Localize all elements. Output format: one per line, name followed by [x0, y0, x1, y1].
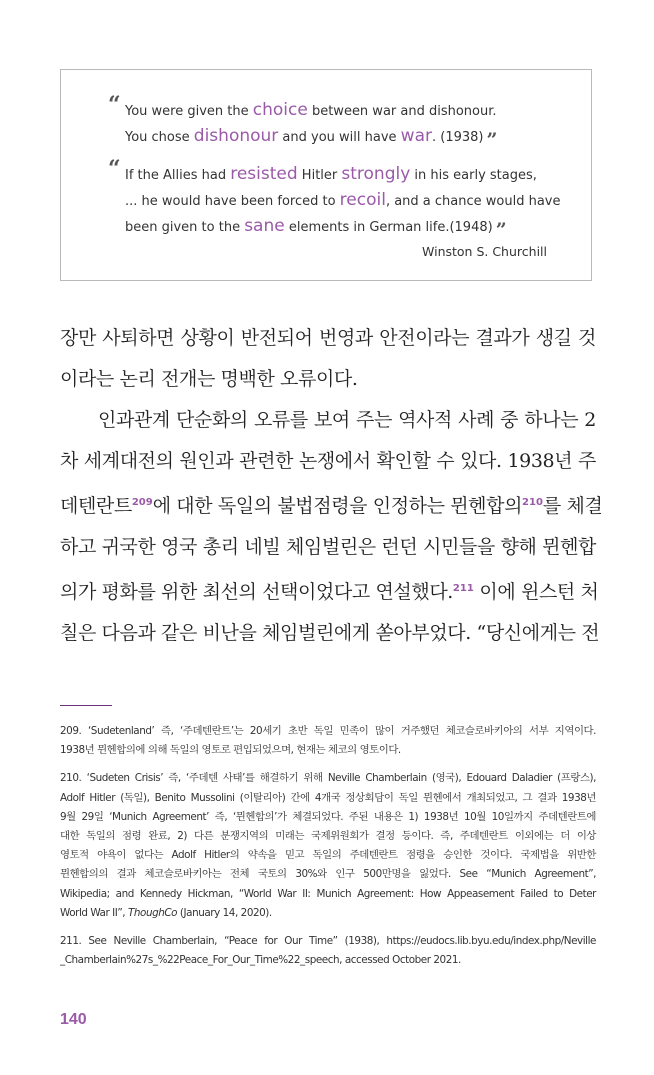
footnote-line: 210. ‘Sudeten Crisis’ 즉, ‘주데텐 사태’를 해결하기 위해 Neville Chamberlain (영국), Edouard Daladier (프랑스),	[60, 772, 596, 785]
quote-line: been given to the sane elements in German life.(1948) ”	[125, 216, 507, 241]
footnote-line: 9월 29일 ‘Munich Agreement’ 즉, ‘뮌헨합의’가 체결되었다. 주된 내용은 1) 1938년 10월 10일까지 주데텐란트에	[60, 810, 596, 823]
footnotes	[60, 722, 596, 979]
open-quote-mark: “	[108, 92, 121, 118]
footnote-line: 영토적 야욕이 없다는 Adolf Hitler의 약속을 믿고 독일의 주데텐란트 점령을 승인한 것이다. 국제법을 위반한	[60, 849, 596, 862]
footnote-line: World War II”, ThoughCo (January 14, 2020).	[60, 906, 272, 919]
body-line: 의가 평화를 위한 최선의 선택이었다고 연설했다.$^{211}$ 이에 윈스턴 처	[60, 581, 599, 603]
body-line: 칠은 다음과 같은 비난을 체임벌린에게 쏟아부었다. “당신에게는 전	[60, 622, 600, 644]
quote-box	[60, 69, 592, 281]
close-quote-mark: ”	[495, 219, 507, 241]
highlight-word: dishonour	[193, 126, 279, 146]
body-line: 데텐란트$^{209}$에 대한 독일의 불법점령을 인정하는 뮌헨합의$^{210}$를 체결	[60, 495, 603, 517]
highlight-word: sane	[244, 216, 285, 236]
footnote-line: 209. ‘Sudetenland’ 즉, ‘주데텐란트’는 20세기 초반 독일 민족이 많이 거주했던 체코슬로바키아의 서부 지역이다.	[60, 725, 596, 737]
footnote-line: _Chamberlain%27s_%22Peace_For_Our_Time%22_speech, accessed October 2021.	[60, 954, 461, 967]
quote-line: You were given the choice between war and dishonour.	[125, 100, 497, 120]
highlight-word: war	[400, 126, 432, 146]
footnote-divider	[60, 705, 112, 706]
highlight-word: recoil	[339, 190, 386, 210]
footnote-line: 뮌헨합의의 결과 체코슬로바키아는 전체 국토의 30%와 인구 500만명을 잃었다. See “Munich Agreement”,	[60, 868, 596, 881]
footnote-209	[60, 722, 596, 760]
footnote-line: 대한 독일의 점령 완료, 2) 다른 분쟁지역의 미래는 국제위원회가 결정 등이다. 즉, 주데텐란트 이외에는 더 이상	[60, 830, 596, 843]
footnote-ref-210[interactable]: 210	[522, 497, 543, 508]
footnote-line: 1938년 뮌헨합의에 의해 독일의 영토로 편입되었으며, 현재는 체코의 영토이다.	[60, 744, 401, 757]
footnote-line: 211. See Neville Chamberlain, “Peace for Our Time” (1938), https://eudocs.lib.byu.edu/index.php/Neville	[60, 935, 596, 948]
footnote-line: Adolf Hitler (독일), Benito Mussolini (이탈리아) 간에 4개국 정상회담이 독일 뮌헨에서 개최되었고, 그 결과 1938년	[60, 791, 596, 804]
body-paragraphs	[60, 318, 603, 654]
footnote-211	[60, 932, 596, 970]
body-line: 장만 사퇴하면 상황이 반전되어 번영과 안전이라는 결과가 생길 것	[60, 327, 596, 349]
churchill-quote-1948	[108, 156, 585, 242]
body-line: 이라는 논리 전개는 명백한 오류이다.	[60, 368, 358, 390]
footnote-line: Wikipedia; and Kennedy Hickman, “World War II: Munich Agreement: How Appeasement Failed to Deter	[60, 887, 596, 900]
page-number: 140	[60, 1011, 87, 1028]
highlight-word: resisted	[230, 164, 298, 184]
quote-author: Winston S. Churchill	[422, 244, 547, 259]
body-line: 하고 귀국한 영국 총리 네빌 체임벌린은 런던 시민들을 향해 뮌헨합	[60, 536, 596, 558]
footnote-ref-211[interactable]: 211	[452, 583, 474, 594]
footnote-ref-209[interactable]: 209	[131, 497, 153, 508]
open-quote-mark: “	[108, 156, 121, 182]
highlight-word: choice	[252, 100, 308, 120]
quote-line: You chose dishonour and you will have war. (1938) ”	[125, 126, 498, 151]
churchill-quote-1938	[108, 92, 585, 152]
quote-line: ... he would have been forced to recoil, and a chance would have	[125, 190, 561, 210]
quote-line: If the Allies had resisted Hitler strongly in his early stages,	[125, 164, 537, 184]
close-quote-mark: ”	[486, 129, 498, 151]
footnote-210	[60, 769, 596, 923]
highlight-word: strongly	[341, 164, 411, 184]
publication-title: ThoughCo	[128, 906, 178, 919]
body-line: 인과관계 단순화의 오류를 보여 주는 역사적 사례 중 하나는 2	[98, 409, 596, 431]
body-line: 차 세계대전의 원인과 관련한 논쟁에서 확인할 수 있다. 1938년 주	[60, 450, 596, 472]
